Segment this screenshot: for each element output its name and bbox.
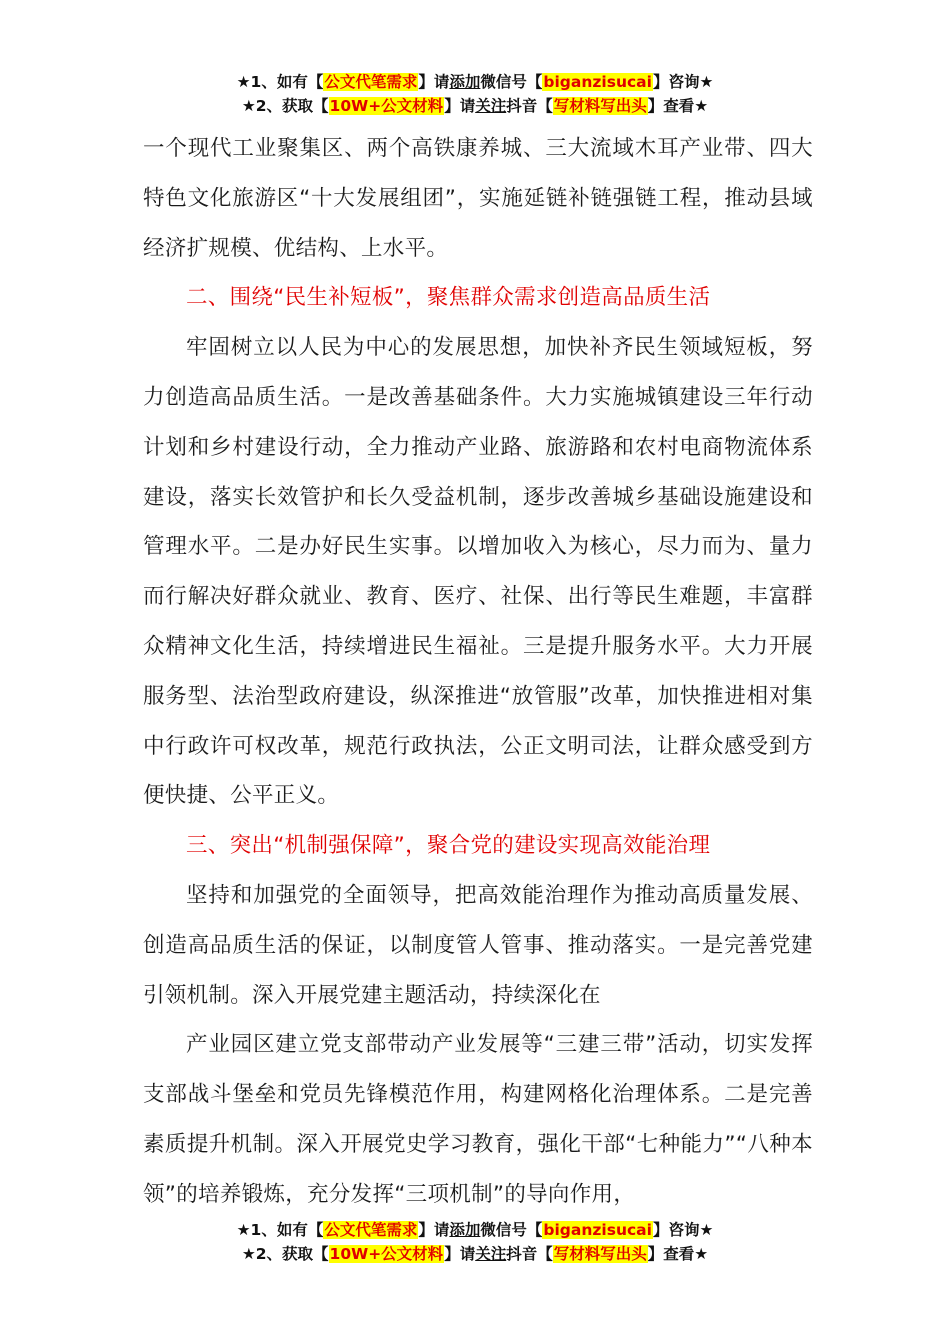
- banner-line-2: [0, 94, 950, 118]
- banner-text: 抖音【: [506, 1245, 553, 1263]
- banner-highlight: 10W+公文材料: [329, 97, 444, 115]
- banner-text: 】查看★: [647, 1245, 709, 1263]
- footer-banner: [0, 1218, 950, 1266]
- banner-text: 】请: [418, 1221, 450, 1239]
- banner-highlight: 10W+公文材料: [329, 1245, 444, 1263]
- paragraph: 一个现代工业聚集区、两个高铁康养城、三大流域木耳产业带、四大特色文化旅游区“十大发展组团”，实施延链补链强链工程，推动县域经济扩规模、优结构、上水平。: [143, 136, 813, 261]
- banner-text: 微信号【: [480, 73, 543, 91]
- section-heading: 二、围绕“民生补短板”，聚焦群众需求创造高品质生活: [186, 285, 711, 311]
- section-heading: 三、突出“机制强保障”，聚合党的建设实现高效能治理: [186, 833, 711, 859]
- banner-text: 】咨询★: [652, 1221, 714, 1239]
- paragraph: 牢固树立以人民为中心的发展思想，加快补齐民生领域短板，努力创造高品质生活。一是改善基础条件。大力实施城镇建设三年行动计划和乡村建设行动，全力推动产业路、旅游路和农村电商物流体系建设，落实长效管护和长久受益机制，逐步改善城乡基础设施建设和管理水平。二是办好民生实事。以增加收入为核心，尽力而为、量力而行解决好群众就业、教育、医疗、社保、出行等民生难题，丰富群众精神文化生活，持续增进民生福祉。三是提升服务水平。大力开展服务型、法治型政府建设，纵深推进“放管服”改革，加快推进相对集中行政许可权改革，规范行政执法，公正文明司法，让群众感受到方便快捷、公平正义。: [143, 335, 813, 809]
- banner-underline: 添加: [449, 1221, 481, 1239]
- paragraph: 坚持和加强党的全面领导，把高效能治理作为推动高质量发展、创造高品质生活的保证，以制度管人管事、推动落实。一是完善党建引领机制。深入开展党建主题活动，持续深化在: [143, 882, 813, 1008]
- banner-highlight: 写材料写出头: [553, 1245, 647, 1263]
- banner-highlight: biganzisucai: [543, 73, 652, 91]
- banner-highlight: 公文代笔需求: [324, 73, 418, 91]
- banner-text: 】请: [444, 1245, 476, 1263]
- banner-highlight: 写材料写出头: [553, 97, 647, 115]
- banner-underline: 关注: [475, 1245, 507, 1263]
- banner-underline: 添加: [449, 73, 481, 91]
- header-banner: [0, 70, 950, 118]
- banner-text: ★1、如有【: [236, 1221, 324, 1239]
- banner-text: 】查看★: [647, 97, 709, 115]
- banner-text: 】请: [418, 73, 450, 91]
- banner-text: ★2、获取【: [241, 1245, 329, 1263]
- banner-text: 微信号【: [480, 1221, 543, 1239]
- banner-line-2: [0, 1242, 950, 1266]
- banner-line-1: [0, 1218, 950, 1242]
- banner-text: ★1、如有【: [236, 73, 324, 91]
- banner-highlight: biganzisucai: [543, 1221, 652, 1239]
- banner-text: ★2、获取【: [241, 97, 329, 115]
- banner-underline: 关注: [475, 97, 507, 115]
- banner-text: 】请: [444, 97, 476, 115]
- document-body: [143, 124, 813, 1220]
- banner-highlight: 公文代笔需求: [324, 1221, 418, 1239]
- paragraph: 产业园区建立党支部带动产业发展等“三建三带”活动，切实发挥支部战斗堡垒和党员先锋模范作用，构建网格化治理体系。二是完善素质提升机制。深入开展党史学习教育，强化干部“七种能力”“八种本领”的培养锻炼，充分发挥“三项机制”的导向作用，: [143, 1032, 813, 1207]
- banner-text: 】咨询★: [652, 73, 714, 91]
- banner-line-1: [0, 70, 950, 94]
- banner-text: 抖音【: [506, 97, 553, 115]
